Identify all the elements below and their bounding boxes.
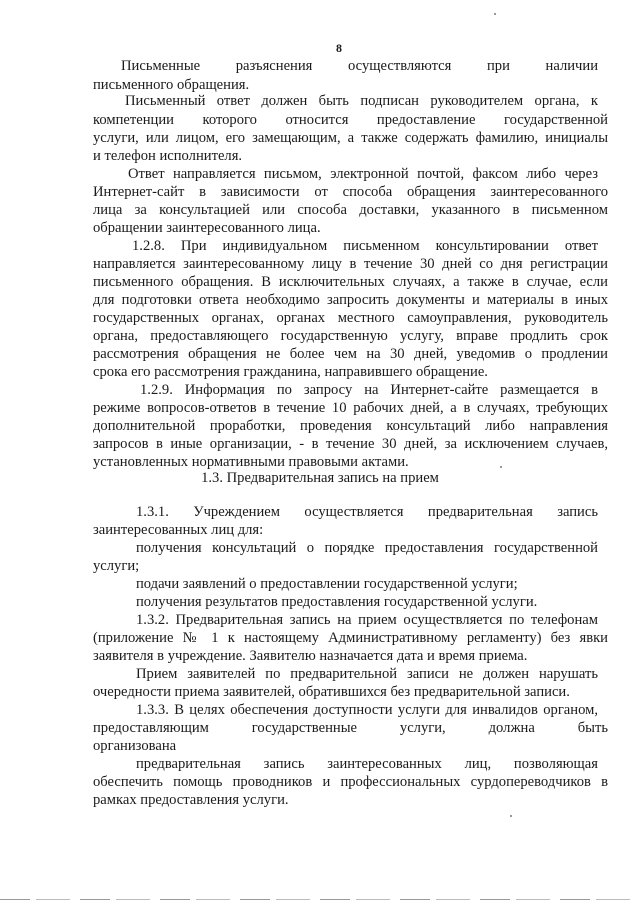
text-line: Письменный ответ должен быть подписан руководителем органа, к <box>125 93 598 109</box>
text-line: Письменные разъяснения осуществляются при наличии <box>121 58 598 74</box>
text-line: письменного обращения. В исключительных случаях, а также в случае, если <box>93 274 608 290</box>
text-line: рассмотрения обращения не более чем на 30 дней, уведомив о продлении <box>93 346 608 362</box>
text-line: заявителя в учреждение. Заявителю назначается дата и время приема. <box>93 648 528 664</box>
section-heading: 1.3. Предварительная запись на прием <box>201 470 439 486</box>
text-line: Прием заявителей по предварительной записи не должен нарушать <box>136 666 598 682</box>
text-line: установленных нормативными правовыми актами. <box>93 454 409 470</box>
text-line: и телефон исполнителя. <box>93 148 243 164</box>
text-line: предоставляющим государственные услуги, должна быть <box>93 720 608 736</box>
text-line: (приложение № 1 к настоящему Административному регламенту) без явки <box>93 630 608 646</box>
text-line: подачи заявлений о предоставлении государственной услуги; <box>136 576 518 592</box>
text-line: 1.3.1. Учреждением осуществляется предварительная запись <box>136 504 598 520</box>
text-line: запросов в иные организации, - в течение 30 дней, за исключением случаев, <box>93 436 608 452</box>
scan-edge <box>0 899 640 900</box>
text-line: получения консультаций о порядке предоставления государственной <box>136 540 598 556</box>
text-line: Интернет-сайт в зависимости от способа обращения заинтересованного <box>93 184 608 200</box>
scan-speck <box>510 815 512 817</box>
text-line: очередности приема заявителей, обратившихся без предварительной записи. <box>93 684 570 700</box>
text-line: заинтересованных лиц для: <box>93 522 264 538</box>
text-line: компетенции которого относится предоставление государственной <box>93 112 608 128</box>
text-line: 1.2.9. Информация по запросу на Интернет-сайте размещается в <box>140 382 598 398</box>
text-line: для подготовки ответа необходимо запросить документы и материалы в иных <box>93 292 608 308</box>
text-line: 1.2.8. При индивидуальном письменном консультировании ответ <box>132 238 598 254</box>
text-line: услуги; <box>93 558 140 574</box>
text-line: направляется заинтересованному лицу в течение 30 дней со дня регистрации <box>93 256 608 272</box>
text-line: письменного обращения. <box>93 77 250 93</box>
page-number: 8 <box>336 41 342 55</box>
text-line: обращении заинтересованного лица. <box>93 220 321 236</box>
scan-speck <box>500 466 502 468</box>
text-line: лица за консультацией или способа доставки, указанного в письменном <box>93 202 608 218</box>
text-line: органа, предоставляющего государственную услугу, вправе продлить срок <box>93 328 608 344</box>
text-line: срока его рассмотрения гражданина, направившего обращение. <box>93 364 488 380</box>
text-line: дополнительной проработки, проведения консультаций либо направления <box>93 418 608 434</box>
text-line: Ответ направляется письмом, электронной почтой, факсом либо через <box>128 166 598 182</box>
scan-speck <box>494 13 496 15</box>
text-line: услуги, или лицом, его замещающим, а также содержать фамилию, инициалы <box>93 130 608 146</box>
text-line: получения результатов предоставления государственной услуги. <box>136 594 538 610</box>
text-line: рамках предоставления услуги. <box>93 792 289 808</box>
text-line: обеспечить помощь проводников и профессиональных сурдопереводчиков в <box>93 774 608 790</box>
text-line: предварительная запись заинтересованных лиц, позволяющая <box>136 756 598 772</box>
text-line: организована <box>93 738 177 754</box>
text-line: 1.3.3. В целях обеспечения доступности услуги для инвалидов органом, <box>136 702 598 718</box>
text-line: государственных органах, органах местного самоуправления, руководитель <box>93 310 608 326</box>
text-line: режиме вопросов-ответов в течение 10 рабочих дней, а в случаях, требующих <box>93 400 608 416</box>
text-line: 1.3.2. Предварительная запись на прием осуществляется по телефонам <box>136 612 598 628</box>
